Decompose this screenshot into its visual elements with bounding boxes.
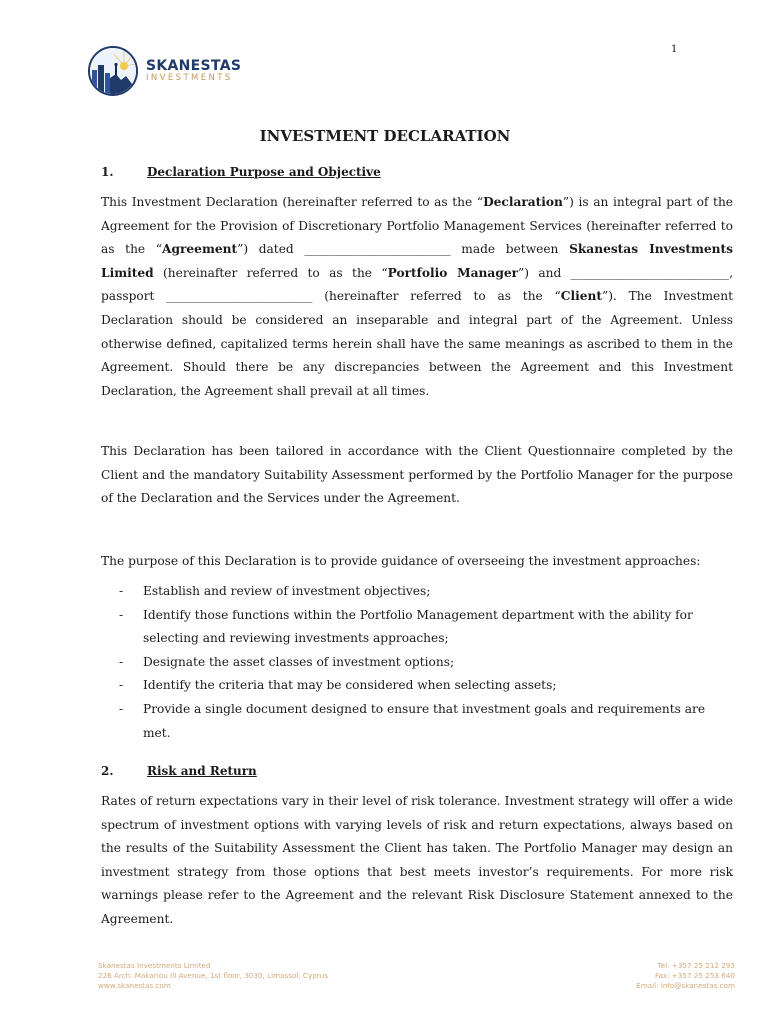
company-logo <box>88 46 241 96</box>
page-number: 1 <box>671 44 678 55</box>
logo-name: SKANESTAS <box>146 58 242 75</box>
section-1-heading <box>101 165 381 179</box>
term-declaration: Declaration <box>483 195 563 209</box>
text-run: ”) and __________________________, passport ________________________ (hereinafter referred to as the “ <box>101 265 733 304</box>
risk-return-paragraph: Rates of return expectations vary in their level of risk tolerance. Investment strategy will offer a wide spectrum of investment options with varying levels of risk and return expectations, always based on the results of the Suitability Assessment the Client has taken. The Portfolio Manager may design an investment strategy from those options that best meets investor’s requirements. For more risk warnings please refer to the Agreement and the relevant Risk Disclosure Statement annexed to the Agreement. <box>101 794 733 926</box>
list-item-text: Identify those functions within the Portfolio Management department with the ability for selecting and reviewing investments approaches; <box>143 607 693 646</box>
term-portfolio-manager: Portfolio Manager <box>387 265 519 280</box>
term-client: Client <box>560 289 602 304</box>
declaration-paragraph <box>101 191 733 403</box>
logo-subtitle: INVESTMENTS <box>146 73 233 84</box>
skyline-logo-icon <box>88 46 138 96</box>
text-run: (hereinafter referred to as the “ <box>153 265 388 280</box>
list-item-text: Provide a single document designed to ensure that investment goals and requirements are met. <box>143 701 706 740</box>
text-run: ”) is an integral part of the Agreement for the Provision of Discretionary Portfolio Management Services (hereinafter referred to as the “ <box>101 195 733 257</box>
list-item-text: Designate the asset classes of investment options; <box>143 654 455 669</box>
footer-company: Skanestas Investments Limited <box>98 961 211 970</box>
purpose-paragraph: The purpose of this Declaration is to provide guidance of overseeing the investment approaches: <box>101 554 701 568</box>
list-item-text: Establish and review of investment objectives; <box>143 584 431 598</box>
list-item: - Establish and review of investment objectives; <box>119 584 431 598</box>
section-2-title: Risk and Return <box>147 764 257 778</box>
term-agreement: Agreement <box>162 242 238 257</box>
section-1-title: Declaration Purpose and Objective <box>147 165 381 179</box>
footer-address: 226 Arch. Makariou III Avenue, 1st floor, 3030, Limassol, Cyprus <box>98 971 329 980</box>
document-title: INVESTMENT DECLARATION <box>259 127 511 145</box>
text-run: This Investment Declaration (hereinafter referred to as the “ <box>101 195 484 209</box>
footer-tel: Tel: +357 25 212 293 <box>657 961 735 970</box>
section-2-heading <box>101 764 257 778</box>
footer-email[interactable]: Email: info@skanestas.com <box>636 981 735 990</box>
list-item-text: Identify the criteria that may be considered when selecting assets; <box>143 678 557 693</box>
list-item: - Identify the criteria that may be considered when selecting assets; <box>119 678 557 693</box>
list-item: - Provide a single document designed to ensure that investment goals and requirements are met. <box>119 701 706 740</box>
company-name: Skanestas Investments Limited <box>101 242 733 280</box>
tailored-paragraph: This Declaration has been tailored in accordance with the Client Questionnaire completed by the Client and the mandatory Suitability Assessment performed by the Portfolio Manager for the purpose of the Declaration and the Services under the Agreement. <box>101 444 733 506</box>
section-2-number: 2. <box>101 764 114 778</box>
purpose-list <box>101 580 733 745</box>
list-item: - Designate the asset classes of investment options; <box>119 654 455 669</box>
list-item: - Identify those functions within the Portfolio Management department with the ability for selecting and reviewing investments approaches; <box>119 607 693 646</box>
section-1-number: 1. <box>101 165 114 179</box>
text-run: ”) dated ________________________ made between <box>237 242 570 257</box>
footer-fax: Fax: +357 25 253 640 <box>654 971 735 980</box>
footer-website[interactable]: www.skanestas.com <box>98 981 171 990</box>
text-run: ”). The Investment Declaration should be considered an inseparable and integral part of the Agreement. Unless otherwise defined, capitalized terms herein shall have the same meanings as ascribed to them in the Agreement. Should there be any discrepancies between the Agreement and this Investment Declaration, the Agreement shall prevail at all times. <box>101 289 734 398</box>
